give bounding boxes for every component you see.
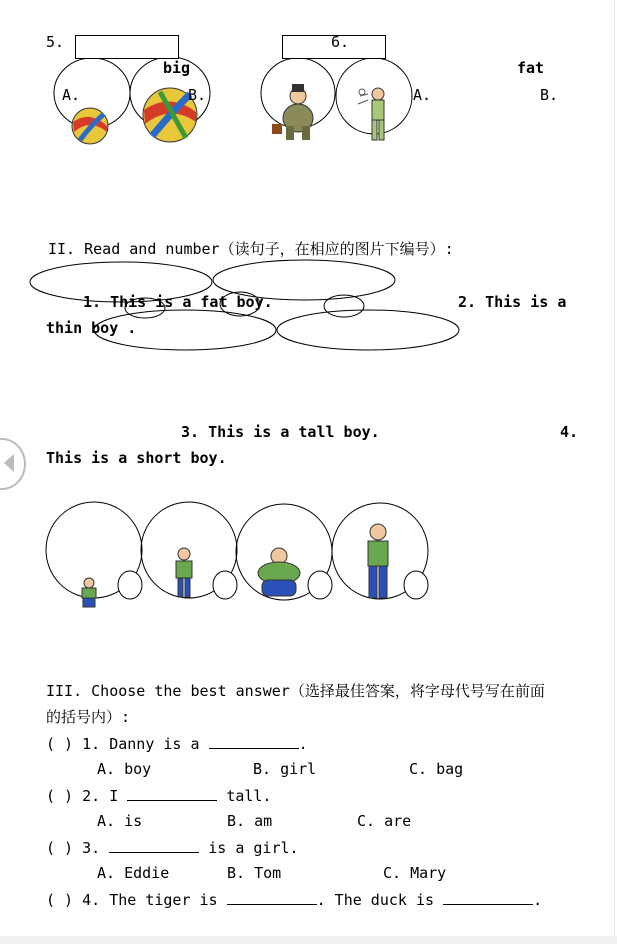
q2-blank[interactable]: [127, 786, 217, 801]
answer-paren[interactable]: ( ): [46, 891, 74, 909]
sentence-2-cont: thin boy .: [46, 319, 137, 337]
q3-blank[interactable]: [109, 838, 199, 853]
sentence-3: 3. This is a tall boy.: [181, 423, 380, 441]
q3-option-b: B. Tom: [227, 864, 282, 882]
boy-icon: [82, 578, 96, 607]
answer-paren[interactable]: ( ): [46, 735, 74, 753]
answer-paren[interactable]: ( ): [46, 787, 74, 805]
question-4: ( ) 4. The tiger is . The duck is .: [46, 891, 543, 909]
q6-option-a: A.: [413, 86, 432, 104]
q6-number: 6.: [331, 33, 350, 51]
q1-option-c: C. bag: [409, 760, 464, 778]
q3-option-a: A. Eddie: [97, 864, 170, 882]
number-circle: [308, 571, 332, 599]
q5-answer-box[interactable]: [75, 35, 179, 59]
q5-word: big: [163, 59, 191, 77]
answer-ellipse: [277, 310, 459, 350]
section2-heading: II. Read and number（读句子，在相应的图片下编号）:: [48, 240, 454, 258]
man-icon: [272, 84, 313, 140]
question-3: ( ) 3. is a girl.: [46, 839, 299, 857]
q5-option-a: A.: [62, 86, 81, 104]
section3-heading-cont: 的括号内）:: [46, 708, 131, 726]
prev-page-icon: [4, 454, 14, 472]
number-circle: [118, 571, 142, 599]
q1-blank[interactable]: [209, 734, 299, 749]
q3-option-c: C. Mary: [383, 864, 447, 882]
boy-icon: [368, 524, 388, 598]
q4-blank-2[interactable]: [443, 890, 533, 905]
answer-paren[interactable]: ( ): [46, 839, 74, 857]
question-2: ( ) 2. I tall.: [46, 787, 272, 805]
q5-option-b: B.: [188, 86, 207, 104]
boy-icon: [176, 548, 192, 597]
section3-heading: III. Choose the best answer（选择最佳答案，将字母代号写在前面: [46, 682, 545, 700]
number-circle: [213, 571, 237, 599]
q1-stem: 1. Danny is a: [82, 735, 200, 753]
q6-word: fat: [517, 59, 545, 77]
q1-option-b: B. girl: [253, 760, 317, 778]
q4-blank-1[interactable]: [227, 890, 317, 905]
q2-option-b: B. am: [227, 812, 273, 830]
sentence-2: 2. This is a: [458, 293, 567, 311]
sentence-4-number: 4.: [560, 423, 579, 441]
q2-option-a: A. is: [97, 812, 143, 830]
boy-icon: [258, 548, 300, 596]
sentence-4: This is a short boy.: [46, 449, 227, 467]
q4-stem: 4. The tiger is: [82, 891, 218, 909]
q5-number: 5.: [46, 33, 65, 51]
sentence-1: 1. This is a fat boy.: [83, 293, 273, 311]
q3-stem: 3.: [82, 839, 101, 857]
q2-option-c: C. are: [357, 812, 412, 830]
q1-option-a: A. boy: [97, 760, 152, 778]
ball-icon: [72, 108, 108, 144]
question-1: ( ) 1. Danny is a .: [46, 735, 308, 753]
q2-stem: 2. I: [82, 787, 119, 805]
q6-option-b: B.: [540, 86, 559, 104]
number-circle: [404, 571, 428, 599]
